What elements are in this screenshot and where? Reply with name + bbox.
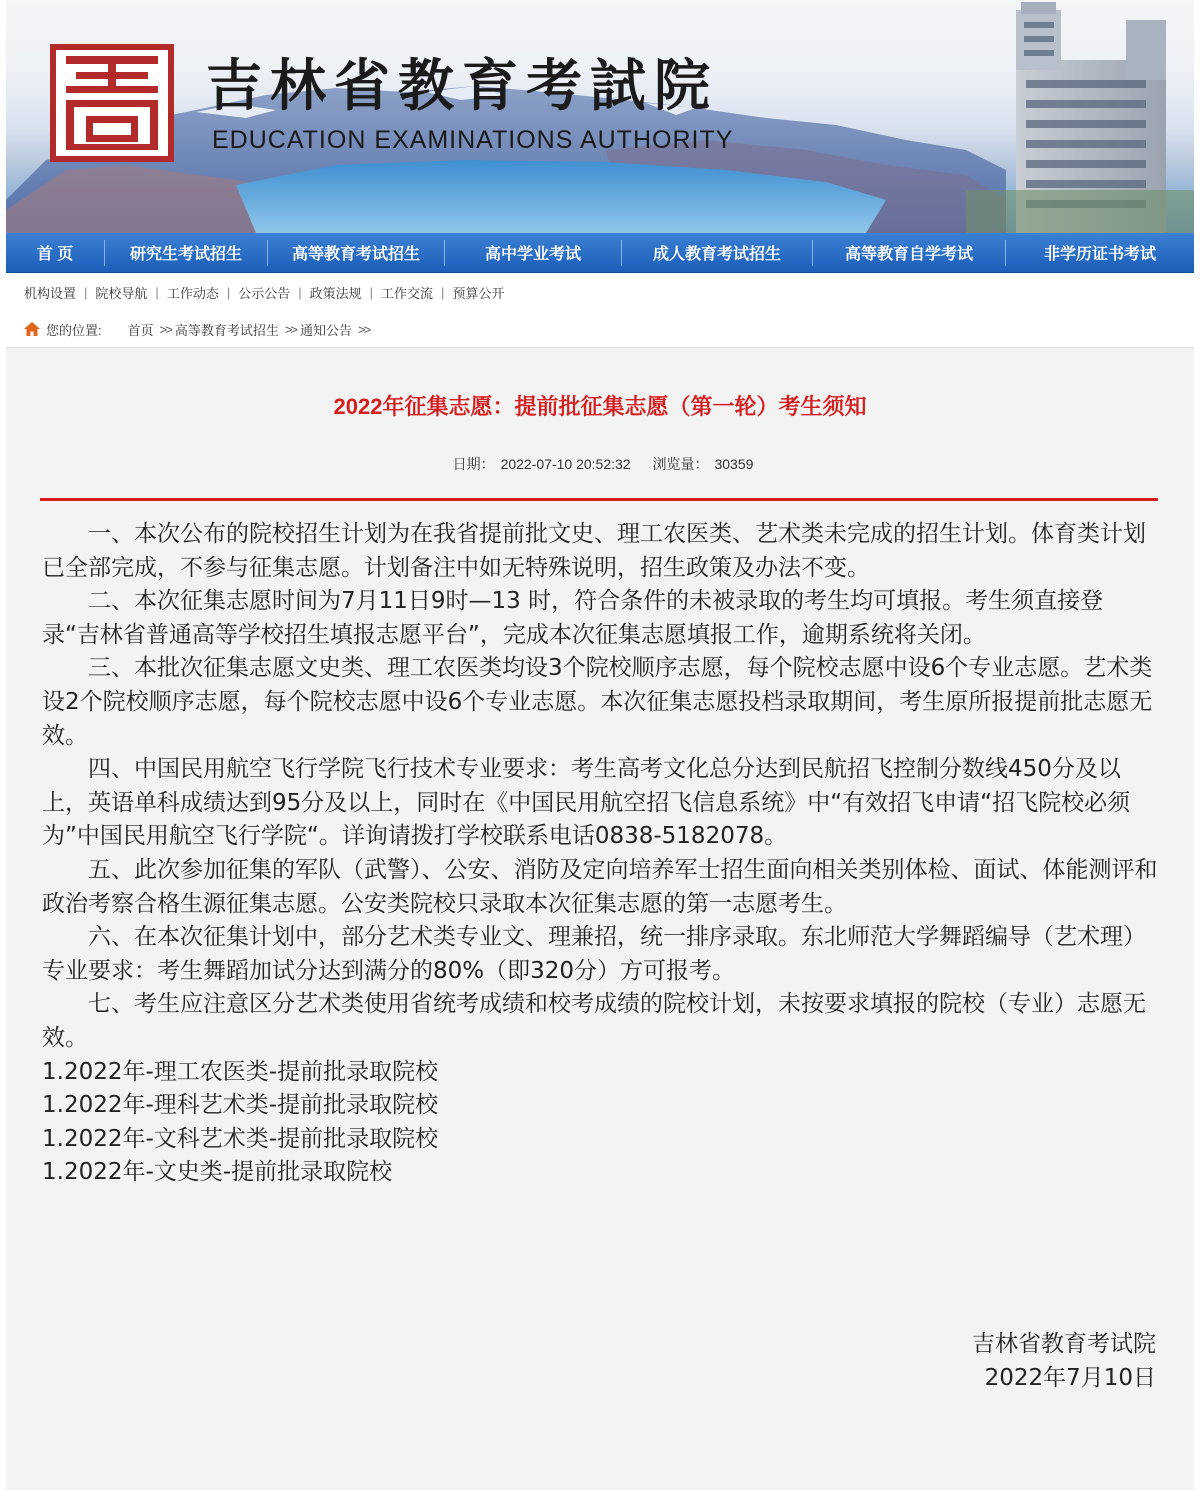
subnav-separator: |	[226, 284, 231, 300]
signature-org: 吉林省教育考试院	[972, 1331, 1156, 1357]
attachment-link-science[interactable]: 1.2022年-理工农医类-提前批录取院校	[42, 1058, 439, 1085]
date-label: 日期：	[452, 456, 495, 472]
article-container	[6, 347, 1194, 1490]
nav-graduate-exam[interactable]: 研究生考试招生	[129, 246, 242, 263]
breadcrumb-higher-education-exam[interactable]: 高等教育考试招生	[174, 322, 279, 338]
views-label: 浏览量：	[652, 456, 709, 472]
article-paragraph: 二、本次征集志愿时间为7月11日9时—13 时，符合条件的未被录取的考生均可填报。考生须直接登录“吉林省普通高等学校招生填报志愿平台”，完成本次征集志愿填报工作，逾期系统将关闭。	[42, 588, 1104, 648]
exam-authority-seal-icon	[62, 54, 162, 152]
logo[interactable]	[50, 44, 174, 162]
article-paragraph: 六、在本次征集计划中，部分艺术类专业文、理兼招，统一排序录取。东北师范大学舞蹈编导（艺术理）专业要求：考生舞蹈加试分达到满分的80%（即320分）方可报考。	[42, 924, 1146, 984]
nav-higher-education-exam[interactable]: 高等教育考试招生	[291, 246, 420, 263]
article-signature	[972, 1327, 1156, 1395]
sub-navigation	[6, 273, 1194, 311]
article-paragraph: 一、本次公布的院校招生计划为在我省提前批文史、理工农医类、艺术类未完成的招生计划。体育类计划已全部完成，不参与征集志愿。计划备注中如无特殊说明，招生政策及办法不变。	[42, 521, 1146, 581]
subnav-work-news[interactable]: 工作动态	[166, 285, 219, 301]
main-navigation	[6, 233, 1194, 273]
home-icon	[24, 322, 40, 336]
attachment-link-liberal-arts[interactable]: 1.2022年-文史类-提前批录取院校	[42, 1159, 393, 1186]
breadcrumb-arrow: >>	[358, 321, 370, 337]
subnav-policies[interactable]: 政策法规	[309, 285, 362, 301]
nav-self-study-exam[interactable]: 高等教育自学考试	[844, 246, 973, 263]
breadcrumb-arrow: >>	[159, 321, 171, 337]
nav-adult-education-exam[interactable]: 成人教育考试招生	[652, 246, 781, 263]
title-divider	[40, 498, 1158, 501]
signature-date: 2022年7月10日	[984, 1365, 1156, 1391]
subnav-organization[interactable]: 机构设置	[24, 285, 77, 301]
nav-home[interactable]: 首 页	[36, 246, 74, 263]
subnav-budget[interactable]: 预算公开	[452, 285, 505, 301]
attachment-link-science-art[interactable]: 1.2022年-理科艺术类-提前批录取院校	[42, 1092, 439, 1119]
breadcrumb	[6, 311, 1194, 347]
subnav-separator: |	[298, 284, 302, 300]
view-count: 30359	[714, 456, 754, 472]
breadcrumb-label: 您的位置:	[46, 322, 102, 338]
article-meta	[6, 454, 1194, 474]
article-paragraph: 五、此次参加征集的军队（武警）、公安、消防及定向培养军士招生面向相关类别体检、面试、体能测评和政治考察合格生源征集志愿。公安类院校只录取本次征集志愿的第一志愿考生。	[42, 856, 1158, 917]
article-paragraph: 七、考生应注意区分艺术类使用省统考成绩和校考成绩的院校计划，未按要求填报的院校（专业）志愿无效。	[42, 991, 1146, 1051]
nav-certificate-exam[interactable]: 非学历证书考试	[1043, 246, 1156, 263]
subnav-work-exchange[interactable]: 工作交流	[381, 285, 434, 301]
subnav-separator: |	[369, 284, 374, 300]
article-paragraph: 四、中国民用航空飞行学院飞行技术专业要求：考生高考文化总分达到民航招飞控制分数线450分及以上，英语单科成绩达到95分及以上，同时在《中国民用航空招飞信息系统》中“有效招飞申请“招飞院校必须为”中国民用航空飞行学院“。详询请拨打学校联系电话0838-5182078。	[42, 756, 1131, 850]
breadcrumb-arrow: >>	[284, 321, 297, 337]
publish-date: 2022-07-10 20:52:32	[500, 456, 631, 472]
subnav-separator: |	[155, 284, 159, 300]
article-body	[42, 518, 1160, 1190]
attachment-link-liberal-art[interactable]: 1.2022年-文科艺术类-提前批录取院校	[42, 1125, 439, 1152]
nav-high-school-exam[interactable]: 高中学业考试	[484, 246, 581, 263]
site-subtitle: EDUCATION EXAMINATIONS AUTHORITY	[212, 126, 734, 154]
subnav-separator: |	[84, 284, 88, 300]
subnav-announcements[interactable]: 公示公告	[238, 285, 291, 301]
article-title: 2022年征集志愿：提前批征集志愿（第一轮）考生须知	[333, 394, 867, 419]
breadcrumb-notices[interactable]: 通知公告	[300, 322, 353, 338]
site-title: 吉林省教育考試院	[206, 53, 718, 119]
header-banner	[6, 0, 1194, 233]
subnav-school-guide[interactable]: 院校导航	[95, 285, 148, 301]
breadcrumb-home[interactable]: 首页	[127, 322, 154, 338]
subnav-separator: |	[441, 284, 445, 300]
article-paragraph: 三、本批次征集志愿文史类、理工农医类均设3个院校顺序志愿，每个院校志愿中设6个专业志愿。艺术类设2个院校顺序志愿，每个院校志愿中设6个专业志愿。本次征集志愿投档录取期间，考生原所报提前批志愿无效。	[42, 655, 1153, 749]
